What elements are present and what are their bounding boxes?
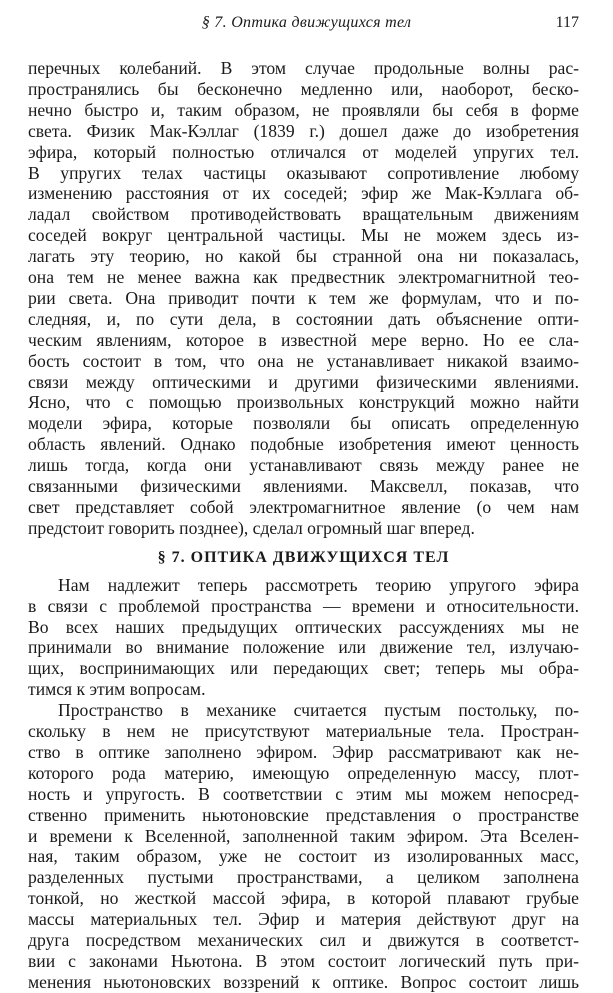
text-line: вии с законами Ньютона. В этом состоит логический путь при- bbox=[28, 950, 579, 971]
text-line: область явлений. Однако подобные изобретения имеют ценность bbox=[28, 434, 579, 455]
text-line: друга посредством механических сил и движутся в соответст- bbox=[28, 930, 579, 950]
text-line: ладал свойством противодействовать вращательным движениям bbox=[28, 204, 579, 225]
text-line: ность и упругость. В соответствии с этим мы можем непосред- bbox=[28, 783, 579, 804]
text-line: массы материальных тел. Эфир и материя действуют друг на bbox=[28, 909, 579, 930]
text-line: она тем не менее важна как предвестник электромагнитной тео- bbox=[28, 267, 579, 287]
text-line: принимали во внимание положение или движение тел, излучаю- bbox=[28, 637, 579, 658]
text-line: ческим явлениям, которое в известной мере верно. Но ее сла- bbox=[28, 329, 579, 350]
text-line: следняя, и, по сути дела, в состоянии дать объяснение опти- bbox=[28, 308, 579, 329]
text-line: бость состоит в том, что она не устанавливает никакой взаимо- bbox=[28, 350, 579, 371]
text-line: лагать эту теорию, но какой бы странной она ни показалась, bbox=[28, 246, 579, 267]
text-line: и времени к Вселенной, заполненной таким эфиром. Эта Вселен- bbox=[28, 825, 579, 846]
text-line: ная, таким образом, уже не состоит из изолированных масс, bbox=[28, 846, 579, 867]
text-line: нечно быстро и, таким образом, не проявляли бы себя в форме bbox=[28, 99, 579, 120]
text-line: изменению расстояния от их соседей; эфир же Мак-Кэллага об- bbox=[28, 183, 579, 204]
text-line: ство в оптике заполнено эфиром. Эфир рассматривают как не- bbox=[28, 741, 579, 762]
text-line: которого рода материю, имеющую определенную массу, плот- bbox=[28, 762, 579, 783]
section-heading: § 7. ОПТИКА ДВИЖУЩИХСЯ ТЕЛ bbox=[157, 548, 450, 566]
page-number: 117 bbox=[555, 14, 579, 31]
text-line: Нам надлежит теперь рассмотреть теорию упругого эфира bbox=[58, 574, 579, 595]
text-line: скольку в нем не присутствуют материальные тела. Простран- bbox=[28, 721, 579, 741]
text-line: щих, воспринимающих или передающих свет; теперь мы обра- bbox=[28, 658, 579, 679]
text-line: тимся к этим вопросам. bbox=[28, 679, 206, 700]
text-line: менения ньютоновских воззрений к оптике. Вопрос состоит лишь bbox=[28, 971, 579, 992]
text-line: Ясно, что с помощью произвольных конструкций можно найти bbox=[28, 392, 579, 413]
text-line: Во всех наших предыдущих оптических рассуждениях мы не bbox=[28, 616, 579, 637]
text-line: связи между оптическими и другими физическими явлениями. bbox=[28, 371, 579, 392]
text-line: разделенных пустыми пространствами, а целиком заполнена bbox=[28, 867, 579, 888]
running-title: § 7. Оптика движущихся тел bbox=[201, 14, 412, 31]
text-line: рии света. Она приводит почти к тем же формулам, что и по- bbox=[28, 287, 579, 308]
text-line: предстоит говорить позднее), сделал огромный шаг вперед. bbox=[28, 517, 475, 538]
text-line: в связи с проблемой пространства — времени и относительности. bbox=[28, 595, 579, 616]
text-line: перечных колебаний. В этом случае продольные волны рас- bbox=[28, 58, 579, 78]
text-line: свет представляет собой электромагнитное явление (о чем нам bbox=[28, 496, 579, 517]
text-line: связанными физическими явлениями. Максвелл, показав, что bbox=[28, 476, 579, 496]
text-line: света. Физик Мак-Кэллаг (1839 г.) дошел даже до изобретения bbox=[28, 120, 579, 141]
text-line: ственно применить ньютоновские представления о пространстве bbox=[28, 804, 579, 825]
text-line: пространялись бы бесконечно медленно или, наоборот, беско- bbox=[28, 78, 579, 99]
text-line: эфира, который полностью отличался от моделей упругих тел. bbox=[28, 141, 579, 162]
text-line: тонкой, но жесткой массой эфира, в которой плавают грубые bbox=[28, 888, 579, 909]
running-head bbox=[28, 14, 585, 40]
text-line: лишь тогда, когда они устанавливают связь между ранее не bbox=[28, 455, 579, 476]
text-line: Пространство в механике считается пустым постольку, по- bbox=[58, 700, 579, 721]
text-line: соседей вокруг центральной частицы. Мы не можем здесь из- bbox=[28, 225, 579, 246]
text-line: В упругих телах частицы оказывают сопротивление любому bbox=[28, 162, 579, 183]
text-line: модели эфира, которые позволяли бы описать определенную bbox=[28, 413, 579, 434]
